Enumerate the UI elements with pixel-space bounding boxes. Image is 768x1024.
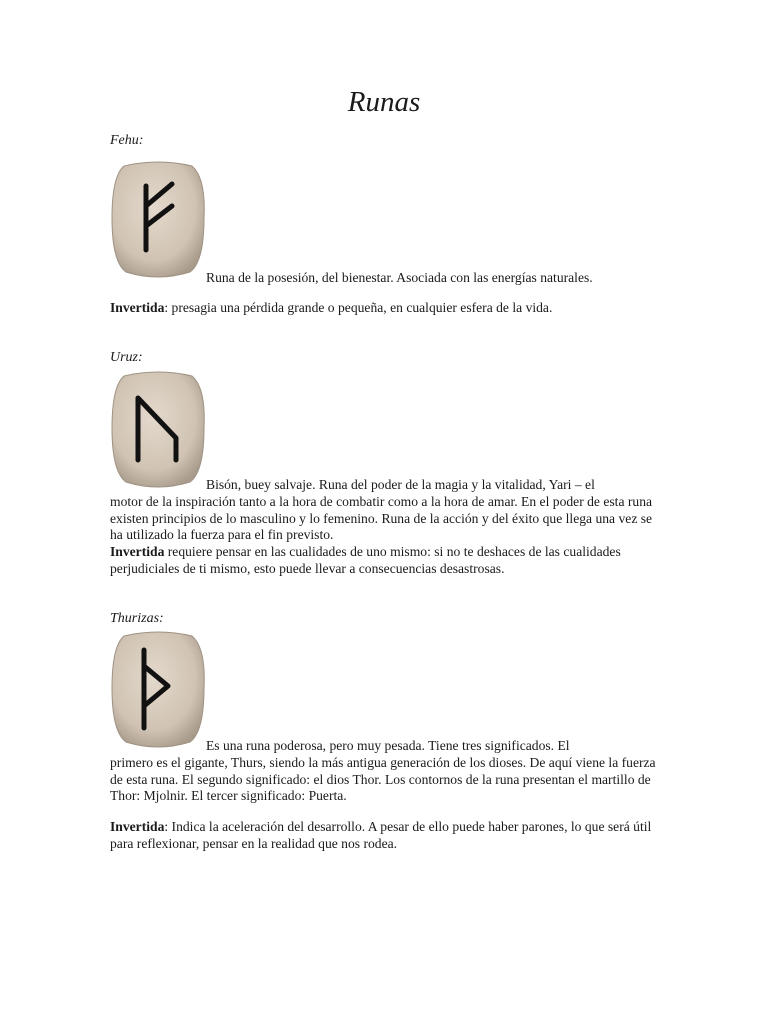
rune-name-thurizas: Thurizas: — [110, 611, 164, 626]
fehu-description: Runa de la posesión, del bienestar. Asociada con las energías naturales. — [206, 270, 593, 285]
thurizas-inverted: Invertida: Indica la aceleración del desarrollo. A pesar de ello puede haber parones, lo que será útil para reflexionar, pensar en la realidad que nos rodea. — [110, 819, 652, 851]
thurisaz-rune-stone-icon — [110, 628, 206, 748]
fehu-rune-stone-icon — [110, 158, 206, 278]
fehu-inverted: Invertida: presagia una pérdida grande o pequeña, en cualquier esfera de la vida. — [110, 300, 553, 315]
uruz-rune-stone-icon — [110, 368, 206, 488]
inverted-label: Invertida — [110, 300, 165, 315]
page-title: Runas — [347, 86, 421, 118]
rune-name-uruz: Uruz: — [110, 350, 143, 365]
thurizas-description: Es una runa poderosa, pero muy pesada. Tiene tres significados. El primero es el gigante, Thurs, siendo la más antigua generación de los dioses. De aquí viene la fuerza de esta runa. El segundo significado: el dios Thor. Los contornos de la runa presentan el martillo de Thor: Mjolnir. El tercer significado: Puerta. — [110, 738, 656, 804]
rune-name-fehu: Fehu: — [110, 133, 144, 148]
uruz-description: Bisón, buey salvaje. Runa del poder de la magia y la vitalidad, Yari – el motor de la inspiración tanto a la hora de combatir como a la hora de amar. En el poder de esta runa existen principios de lo masculino y lo femenino. Runa de la acción y del éxito que llega una vez se ha utilizado la fuerza para el fin previsto. Invertida requiere pensar en las cualidades de uno mismo: si no te deshaces de las cualidades perjudiciales de ti mismo, esto puede llevar a consecuencias desastrosas. — [110, 477, 653, 576]
inverted-label: Invertida — [110, 819, 165, 834]
inverted-label: Invertida — [110, 544, 165, 560]
